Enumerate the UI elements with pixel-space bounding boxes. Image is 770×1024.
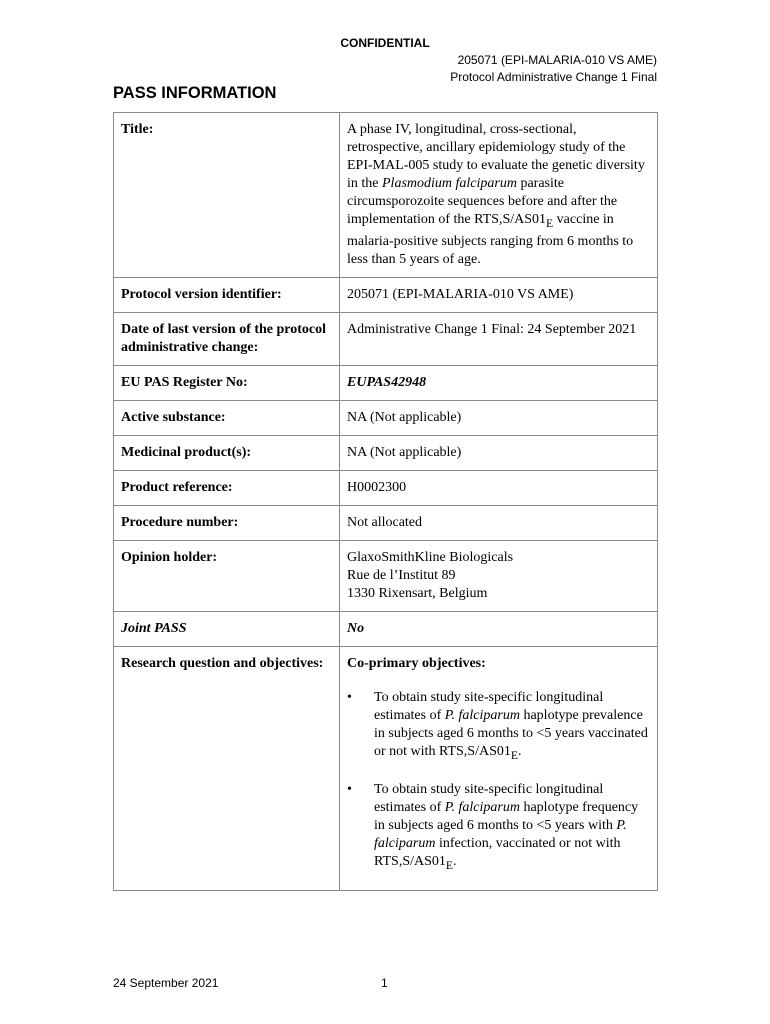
objective-text: To obtain study site-specific longitudinal estimates of [374,689,604,723]
title-subscript: E [546,216,554,230]
table-row [114,435,658,470]
table-row [114,400,658,435]
joint-pass-label: Joint PASS [114,611,340,646]
objective-text-cont: haplotype frequency in subjects aged 6 months to <5 years with [374,799,639,833]
co-primary-heading: Co-primary objectives: [347,655,486,671]
title-label: Title: [114,113,340,278]
opinion-holder-street: Rue de l’Institut 89 [347,567,456,583]
table-row [114,277,658,312]
table-row [114,646,658,891]
last-version-date-value: Administrative Change 1 Final: 24 September 2021 [340,312,658,365]
objective-subscript: E [445,858,454,872]
medicinal-product-value: NA (Not applicable) [340,435,658,470]
last-version-date-label: Date of last version of the protocol administrative change: [114,312,340,365]
objective-species-2: P. falciparum [374,817,627,851]
active-substance-value: NA (Not applicable) [340,400,658,435]
opinion-holder-value [340,540,658,611]
objectives-list [347,689,651,875]
table-row [114,470,658,505]
table-row [114,505,658,540]
footer-date: 24 September 2021 [113,976,219,990]
eu-pas-register-label: EU PAS Register No: [114,365,340,400]
table-row [114,540,658,611]
product-reference-label: Product reference: [114,470,340,505]
list-item [347,689,651,765]
objective-text-cont-2: infection, vaccinated or not with RTS,S/AS01 [374,835,621,869]
page-title: PASS INFORMATION [113,84,277,102]
research-objectives [340,646,658,891]
title-species: Plasmodium falciparum [382,176,517,191]
procedure-number-value: Not allocated [340,505,658,540]
joint-pass-value: No [340,611,658,646]
protocol-version-label: Protocol version identifier: [114,277,340,312]
objective-species: P. falciparum [444,707,520,723]
document-header [450,52,657,86]
research-question-label: Research question and objectives: [114,646,340,891]
title-text-cont: parasite circumsporozoite sequences before and after the implementation of the RTS,S/AS01 [347,176,618,227]
table-row [114,365,658,400]
protocol-version-value: 205071 (EPI-MALARIA-010 VS AME) [340,277,658,312]
opinion-holder-city: 1330 Rixensart, Belgium [347,585,488,601]
document-version: Protocol Administrative Change 1 Final [450,70,657,84]
title-text: A phase IV, longitudinal, cross-sectional, retrospective, ancillary epidemiology study of the EPI-MAL-005 study to evaluate the genetic diversity in the [347,122,645,191]
product-reference-value: H0002300 [340,470,658,505]
active-substance-label: Active substance: [114,400,340,435]
table-row [114,312,658,365]
opinion-holder-label: Opinion holder: [114,540,340,611]
confidential-label: CONFIDENTIAL [340,36,430,50]
objective-text-end: . [517,743,522,759]
title-value [340,113,658,278]
table-row [114,611,658,646]
list-item [347,781,651,875]
procedure-number-label: Procedure number: [114,505,340,540]
objective-text-end: . [453,853,457,869]
pass-information-table [113,112,658,891]
eu-pas-register-value: EUPAS42948 [340,365,658,400]
title-text-end: vaccine in malaria-positive subjects ranging from 6 months to less than 5 years of age. [347,212,634,267]
bullet-icon: • [347,689,352,705]
page-number: 1 [381,976,388,990]
opinion-holder-name: GlaxoSmithKline Biologicals [347,549,514,565]
objective-text: To obtain study site-specific longitudinal estimates of [374,781,604,815]
table-row [114,113,658,278]
objective-species: P. falciparum [444,799,520,815]
bullet-icon: • [347,781,352,797]
document-id: 205071 (EPI-MALARIA-010 VS AME) [457,53,657,67]
medicinal-product-label: Medicinal product(s): [114,435,340,470]
objective-subscript: E [510,748,518,762]
objective-text-cont: haplotype prevalence in subjects aged 6 months to <5 years vaccinated or not with RTS,S/AS01 [374,707,648,759]
